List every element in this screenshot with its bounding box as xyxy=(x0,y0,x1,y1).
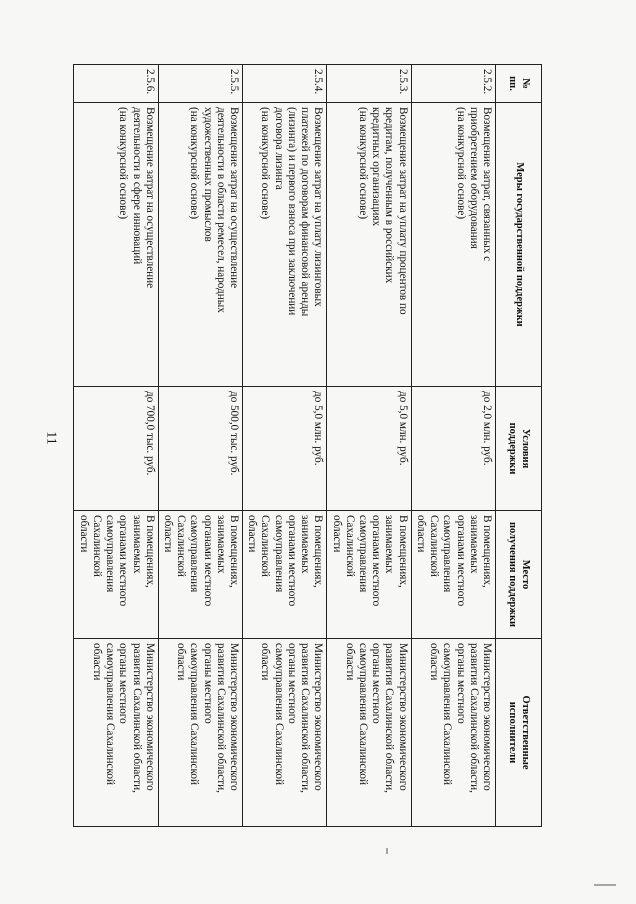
support-condition: до 2,0 млн. руб. xyxy=(411,387,495,511)
table-header-row xyxy=(496,65,542,827)
table-row xyxy=(243,65,327,827)
support-measure: Возмещение затрат на уплату процентов по кредитам, полученным в российских кредитных организациях (на конкурсной основе) xyxy=(327,103,411,387)
support-place: В помещениях, занимаемых органами местного самоуправления Сахалинской области xyxy=(411,511,495,639)
responsible-executors: Министерство экономического развития Сахалинской области, органы местного самоуправления Сахалинской области xyxy=(243,639,327,827)
row-number: 2.5.5. xyxy=(158,65,242,103)
support-condition: до 5,0 млн. руб. xyxy=(327,387,411,511)
support-condition: до 700,0 тыс. руб. xyxy=(74,387,158,511)
support-measure: Возмещение затрат на осуществление деятельности в области ремесел, народных художественных промыслов (на конкурсной основе) xyxy=(158,103,242,387)
support-measure: Возмещение затрат, связанных с приобретением оборудования (на конкурсной основе) xyxy=(411,103,495,387)
support-measure: Возмещение затрат на уплату лизинговых платежей по договорам финансовой аренды (лизинга) и первого взноса при заключении договора лизинга (на конкурсной основе) xyxy=(243,103,327,387)
row-number: 2.5.4. xyxy=(243,65,327,103)
support-measure: Возмещение затрат на осуществление деятельности в сфере инноваций (на конкурсной основе) xyxy=(74,103,158,387)
table-row xyxy=(158,65,242,827)
support-condition: до 5,0 млн. руб. xyxy=(243,387,327,511)
responsible-executors: Министерство экономического развития Сахалинской области, органы местного самоуправления Сахалинской области xyxy=(327,639,411,827)
header-place: Место получения поддержки xyxy=(496,511,542,639)
table-row xyxy=(411,65,495,827)
support-condition: до 500,0 тыс. руб. xyxy=(158,387,242,511)
scan-mark xyxy=(594,884,616,886)
support-place: В помещениях, занимаемых органами местного самоуправления Сахалинской области xyxy=(74,511,158,639)
support-place: В помещениях, занимаемых органами местного самоуправления Сахалинской области xyxy=(158,511,242,639)
row-number: 2.5.6. xyxy=(74,65,158,103)
row-number: 2.5.2. xyxy=(411,65,495,103)
scan-mark xyxy=(386,848,388,854)
table-row xyxy=(327,65,411,827)
header-measures: Меры государственной поддержки xyxy=(496,103,542,387)
row-number: 2.5.3. xyxy=(327,65,411,103)
support-place: В помещениях, занимаемых органами местного самоуправления Сахалинской области xyxy=(327,511,411,639)
support-place: В помещениях, занимаемых органами местного самоуправления Сахалинской области xyxy=(243,511,327,639)
responsible-executors: Министерство экономического развития Сахалинской области, органы местного самоуправления Сахалинской области xyxy=(158,639,242,827)
table-row xyxy=(74,65,158,827)
header-num: № пп. xyxy=(496,65,542,103)
responsible-executors: Министерство экономического развития Сахалинской области, органы местного самоуправления Сахалинской области xyxy=(74,639,158,827)
header-responsible: Ответственные исполнители xyxy=(496,639,542,827)
responsible-executors: Министерство экономического развития Сахалинской области, органы местного самоуправления Сахалинской области xyxy=(411,639,495,827)
rotated-table-container xyxy=(77,64,542,826)
support-measures-table xyxy=(73,64,542,827)
header-conditions: Условия поддержки xyxy=(496,387,542,511)
page-number: 11 xyxy=(43,431,59,445)
